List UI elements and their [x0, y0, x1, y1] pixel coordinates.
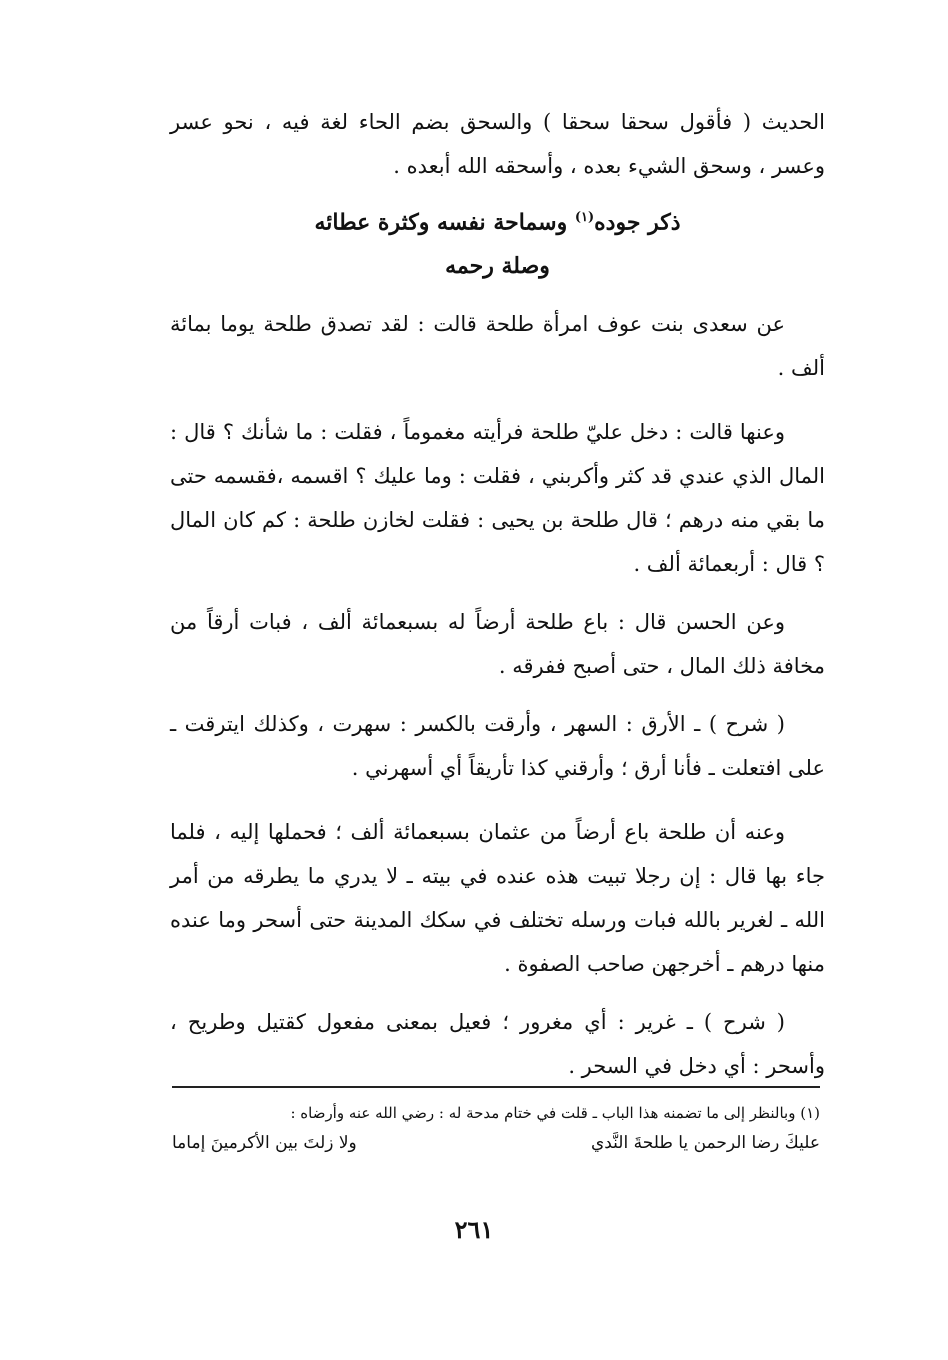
page-body — [170, 100, 825, 1088]
paragraph-3: وعن الحسن قال : باع طلحة أرضاً له بسبعمائة ألف ، فبات أرقاً من مخافة ذلك المال ، حتى أصبح ففرقه . — [170, 610, 825, 679]
intro-paragraph: الحديث ( فأقول سحقا سحقا ) والسحق بضم الحاء لغة فيه ، نحو عسر وعسر ، وسحق الشيء بعده ، وأسحقه الله أبعده . — [170, 110, 825, 178]
paragraph-6: ( شرح ) ـ غرير : أي مغرور ؛ فعيل بمعنى مفعول كقتيل وطريح ، وأسحر : أي دخل في السحر . — [170, 1010, 825, 1079]
heading-text-start: ذكر جوده — [594, 209, 681, 236]
paragraph-4: ( شرح ) ـ الأرق : السهر ، وأرقت بالكسر : سهرت ، وكذلك ايترقت ـ على افتعلت ـ فأنا أرق ؛ وأرقني كذا تأريقاً أي أسهرني . — [170, 712, 825, 781]
section-heading-line1 — [170, 196, 825, 244]
footnote-marker[interactable]: (١) — [574, 210, 595, 225]
paragraph-1: عن سعدى بنت عوف امرأة طلحة قالت : لقد تصدق طلحة يوما بمائة ألف . — [170, 312, 825, 381]
paragraph-2: وعنها قالت : دخل عليّ طلحة فرأيته مغموماً ، فقلت : ما شأنك ؟ قال : المال الذي عندي قد كثر وأكربني ، فقلت : وما عليك ؟ اقسمه ،فقسمه حتى ما بقي منه درهم ؛ قال طلحة بن يحيى : فقلت لخازن طلحة : كم كان المال ؟ قال : أربعمائة ألف . — [170, 420, 825, 577]
footnote-intro: (١) وبالنظر إلى ما تضمنه هذا الباب ـ قلت في ختام مدحة له : رضي الله عنه وأرضاه : — [290, 1104, 820, 1122]
footnote — [172, 1100, 820, 1160]
footnote-verse — [172, 1126, 820, 1160]
footnote-divider — [172, 1086, 820, 1088]
heading-text-rest: وسماحة نفسه وكثرة عطائه — [314, 209, 575, 236]
verse-left-hemistich: ولا زلتَ بين الأكرمينَ إماما — [172, 1133, 357, 1153]
paragraph-5: وعنه أن طلحة باع أرضاً من عثمان بسبعمائة ألف ؛ فحملها إليه ، فلما جاء بها قال : إن رجلا تبيت هذه عنده في بيته ـ لا يدري ما يطرقه من أمر الله ـ لغرير بالله فبات ورسله تختلف في سكك المدينة حتى أسحر وما عنده منها درهم ـ أخرجهن صاحب الصفوة . — [170, 820, 825, 977]
section-heading-line2: وصلة رحمه — [445, 253, 550, 280]
page-number: ٢٦١ — [454, 1215, 494, 1244]
verse-right-hemistich: عليكَ رضا الرحمن يا طلحةَ النَّدي — [590, 1133, 820, 1153]
